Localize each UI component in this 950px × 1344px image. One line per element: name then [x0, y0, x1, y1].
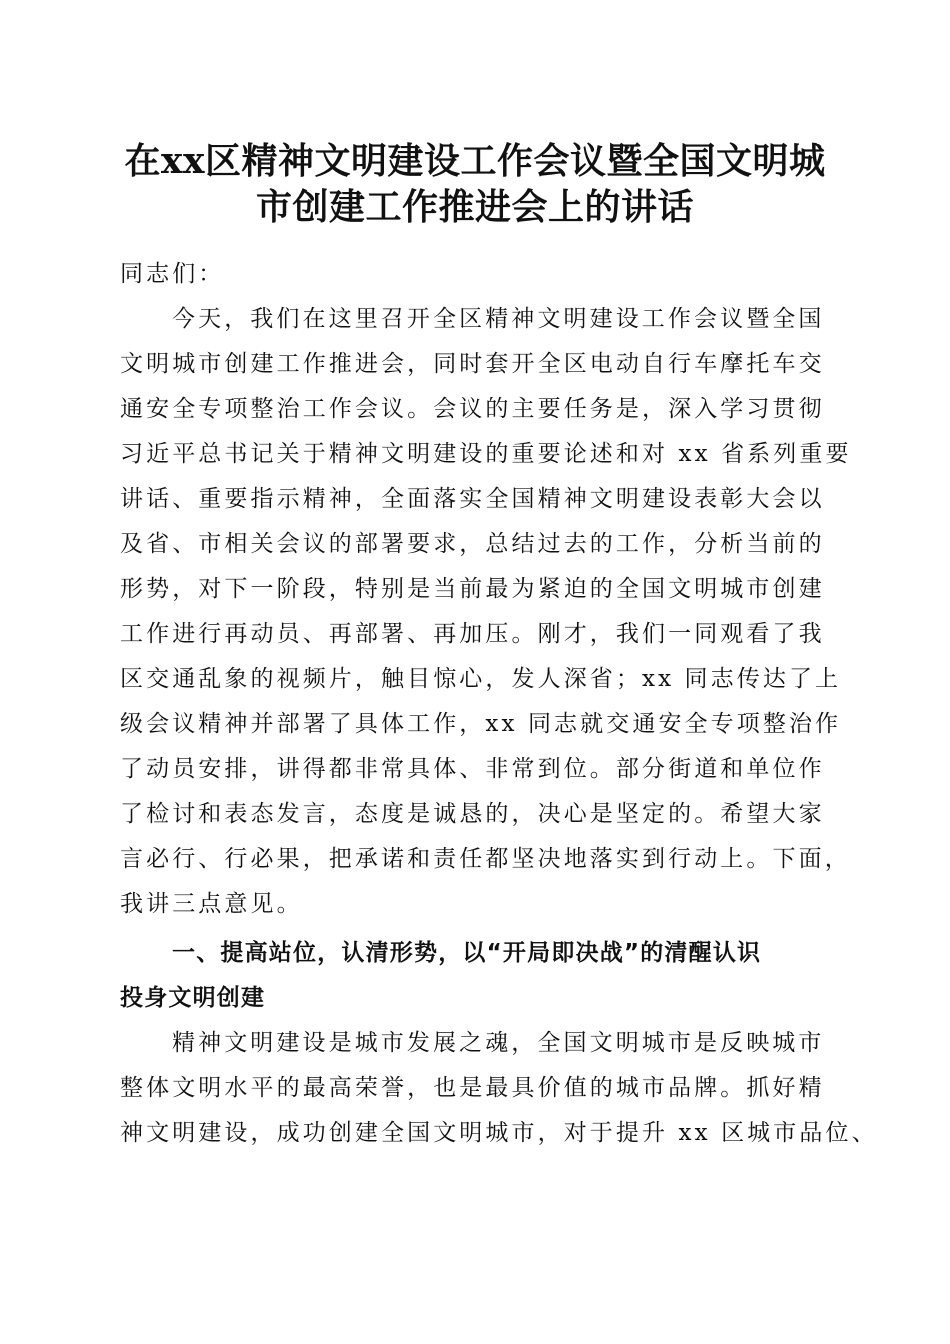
paragraph-line: 了动员安排，讲得都非常具体、非常到位。部分街道和单位作: [120, 756, 825, 782]
document-body: [120, 252, 878, 1156]
paragraph-line: 工作进行再动员、再部署、再加压。刚才，我们一同观看了我: [120, 621, 825, 647]
title-line: 市创建工作推进会上的讲话: [255, 186, 694, 228]
heading-line: 投身文明创建: [120, 985, 266, 1011]
paragraph-line: 文明城市创建工作推进会，同时套开全区电动自行车摩托车交: [120, 351, 825, 377]
paragraph-line: 精神文明建设是城市发展之魂，全国文明城市是反映城市: [172, 1030, 825, 1056]
paragraph-2: [120, 1021, 878, 1156]
title-line: 在xx区精神文明建设工作会议暨全国文明城: [124, 140, 826, 182]
paragraph-line: 了检讨和表态发言，态度是诚恳的，决心是坚定的。希望大家: [120, 801, 825, 827]
paragraph-line: 级会议精神并部署了具体工作，xx 同志就交通安全专项整治作: [120, 711, 842, 737]
paragraph-line: 及省、市相关会议的部署要求，总结过去的工作，分析当前的: [120, 531, 825, 557]
paragraph-line: 习近平总书记关于精神文明建设的重要论述和对 xx 省系列重要: [120, 441, 852, 467]
paragraph-line: 通安全专项整治工作会议。会议的主要任务是，深入学习贯彻: [120, 396, 825, 422]
salutation: 同志们：: [120, 261, 225, 287]
paragraph-line: 形势，对下一阶段，特别是当前最为紧迫的全国文明城市创建: [120, 576, 825, 602]
heading-line: 一、提高站位，认清形势，以“开局即决战”的清醒认识: [172, 940, 762, 966]
paragraph-line: 区交通乱象的视频片，触目惊心，发人深省；xx 同志传达了上: [120, 666, 842, 692]
paragraph-line: 我讲三点意见。: [120, 891, 303, 917]
paragraph-line: 整体文明水平的最高荣誉，也是最具价值的城市品牌。抓好精: [120, 1075, 825, 1101]
paragraph-line: 神文明建设，成功创建全国文明城市，对于提升 xx 区城市品位、: [120, 1120, 878, 1146]
section-heading-1: [120, 931, 832, 1021]
paragraph-1: [120, 297, 852, 927]
paragraph-line: 言必行、行必果，把承诺和责任都坚决地落实到行动上。下面，: [120, 846, 851, 872]
paragraph-line: 讲话、重要指示精神，全面落实全国精神文明建设表彰大会以: [120, 486, 825, 512]
paragraph-line: 今天，我们在这里召开全区精神文明建设工作会议暨全国: [172, 306, 825, 332]
document-title: [100, 138, 850, 230]
